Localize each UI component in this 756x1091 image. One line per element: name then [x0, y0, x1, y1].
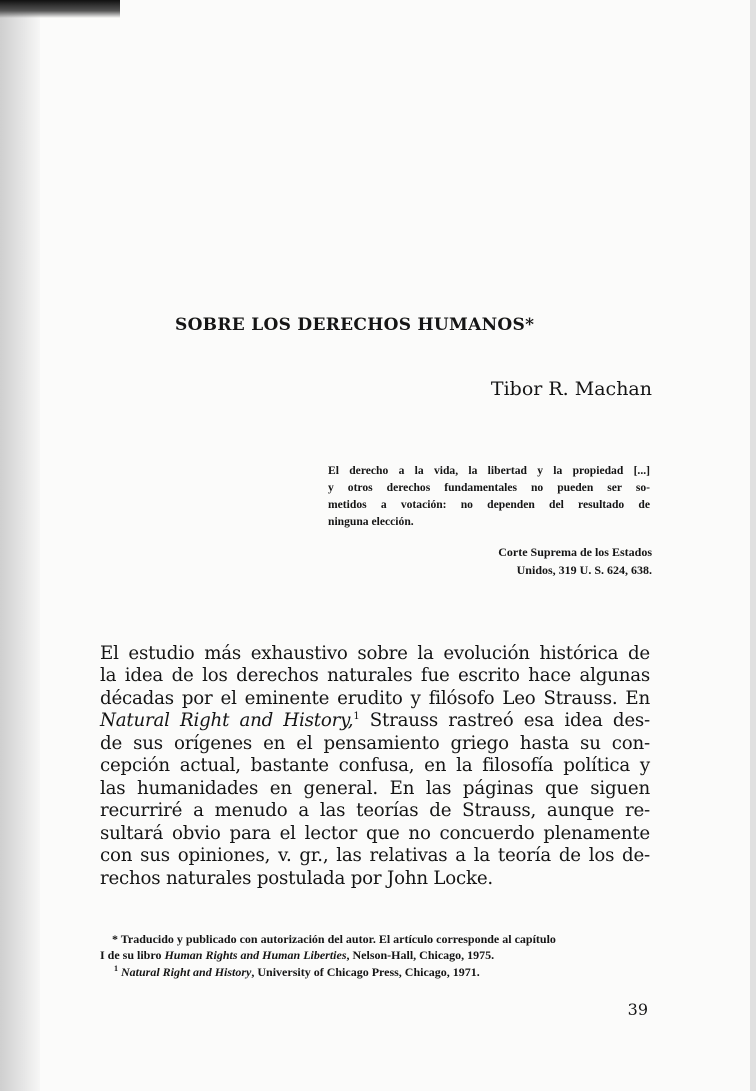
epigraph-line: El derecho a la vida, la libertad y la propiedad [...] [328, 464, 650, 477]
book-title: Human Rights and Human Liberties [164, 948, 347, 962]
body-line-text: Strauss rastreó esa idea des- [369, 710, 650, 731]
body-line: décadas por el eminente erudito y filósofo Leo Strauss. En [100, 688, 650, 709]
epigraph-attribution: Unidos, 319 U. S. 624, 638. [516, 563, 652, 577]
epigraph-attribution: Corte Suprema de los Estados [498, 545, 652, 559]
body-line: cepción actual, bastante confusa, en la filosofía política y [100, 755, 650, 776]
footnote [100, 948, 655, 963]
footnote-ref: 1 [353, 710, 360, 722]
body-line: rechos naturales postulada por John Locke. [100, 868, 494, 889]
body-line: con sus opiniones, v. gr., las relativas a la teoría de los de- [100, 845, 650, 866]
footnote-text: , Nelson-Hall, Chicago, 1975. [346, 948, 495, 962]
epigraph-line: metidos a votación: no dependen del resultado de [328, 498, 650, 511]
body-line: El estudio más exhaustivo sobre la evolución histórica de [100, 643, 650, 664]
scan-corner-shadow [0, 0, 120, 18]
scan-right-edge [750, 0, 756, 1091]
page-number: 39 [627, 1000, 648, 1019]
footnote-text: , University of Chicago Press, Chicago, 1971. [251, 965, 480, 979]
footnote: * Traducido y publicado con autorización del autor. El artículo corresponde al capítulo [112, 932, 556, 946]
book-title: Natural Right and History [121, 965, 252, 979]
body-line: de sus orígenes en el pensamiento griego hasta su con- [100, 733, 650, 754]
footnote-text: I de su libro [100, 948, 165, 962]
article-title: SOBRE LOS DERECHOS HUMANOS* [175, 315, 535, 335]
body-line [100, 710, 650, 731]
scan-margin [0, 0, 40, 1091]
body-line: la idea de los derechos naturales fue escrito hace algunas [100, 665, 650, 686]
body-line: las humanidades en general. En las páginas que siguen [100, 778, 650, 799]
footnote [114, 964, 669, 980]
body-line: sultará obvio para el lector que no concuerdo plenamente [100, 823, 650, 844]
epigraph-line: y otros derechos fundamentales no pueden ser so- [328, 481, 650, 494]
footnote-mark: 1 [114, 964, 118, 973]
author-name: Tibor R. Machan [490, 378, 652, 400]
book-title: Natural Right and History, [100, 710, 354, 731]
body-line: recurriré a menudo a las teorías de Strauss, aunque re- [100, 800, 650, 821]
epigraph-line: ninguna elección. [328, 515, 414, 528]
